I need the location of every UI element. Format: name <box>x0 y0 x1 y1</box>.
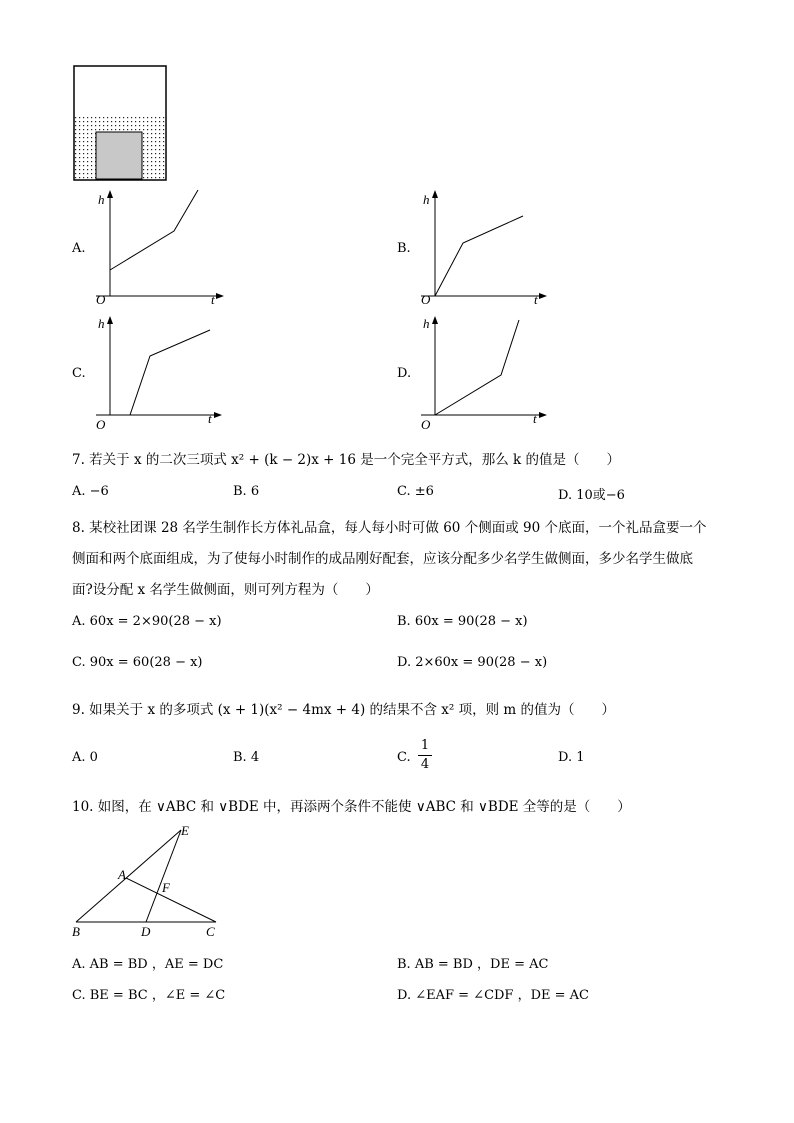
svg-text:F: F <box>162 880 170 895</box>
svg-text:h: h <box>423 316 430 331</box>
svg-text:O: O <box>96 417 106 432</box>
option-c-letter: C. <box>72 366 86 381</box>
svg-text:E: E <box>181 823 189 838</box>
q7-option-c: C. ±6 <box>397 484 434 499</box>
q10-option-a: A. AB = BD ，AE = DC <box>72 957 224 972</box>
q7-stem: 7. 若关于 x 的二次三项式 x² + (k − 2)x + 16 是一个完全平方式，那么 k 的值是（ ） <box>72 452 621 468</box>
svg-text:C: C <box>206 924 215 939</box>
option-a-letter: A. <box>72 241 86 256</box>
q10-option-c: C. BE = BC ，∠E = ∠C <box>72 988 226 1003</box>
graph-option-d <box>415 314 555 432</box>
q8-option-c: C. 90x = 60(28 − x) <box>72 655 203 670</box>
fraction-numerator: 1 <box>420 738 430 753</box>
q8-line-3: 面?设分配 x 名学生做侧面，则可列方程为（ ） <box>72 582 379 598</box>
q10-stem: 10. 如图，在 ∨ABC 和 ∨BDE 中，再添两个条件不能使 ∨ABC 和 ∨BDE 全等的是（ ） <box>72 799 631 815</box>
q9-option-c: C. <box>397 750 411 765</box>
fraction-denominator: 4 <box>418 755 432 774</box>
q8-line-2: 侧面和两个底面组成，为了使每小时制作的成品刚好配套，应该分配多少名学生做侧面，多少名学生做底 <box>72 551 693 567</box>
q9-stem: 9. 如果关于 x 的多项式 (x + 1)(x² − 4mx + 4) 的结果不含 x² 项，则 m 的值为（ ） <box>72 702 616 718</box>
svg-text:t: t <box>208 411 212 426</box>
graph-option-b <box>415 188 555 306</box>
svg-text:O: O <box>421 292 431 306</box>
q9-option-c-fraction <box>418 737 432 774</box>
svg-text:h: h <box>98 316 105 331</box>
axis-h: h <box>98 192 105 207</box>
q7-option-d: D. 10或−6 <box>558 488 625 503</box>
svg-text:t: t <box>534 292 538 306</box>
q8-option-d: D. 2×60x = 90(28 − x) <box>397 655 548 670</box>
axis-origin: O <box>96 292 106 306</box>
container-figure <box>70 64 170 184</box>
graph-option-a <box>90 188 230 306</box>
block <box>96 132 142 179</box>
svg-text:h: h <box>423 192 430 207</box>
svg-text:A: A <box>118 867 126 882</box>
q7-option-a: A. −6 <box>72 484 109 499</box>
q9-option-d: D. 1 <box>558 750 585 765</box>
q8-option-b: B. 60x = 90(28 − x) <box>397 614 528 629</box>
q9-option-a: A. 0 <box>72 750 98 765</box>
q7-option-b: B. 6 <box>233 484 260 499</box>
svg-text:B: B <box>72 924 80 939</box>
option-d-letter: D. <box>397 366 412 381</box>
svg-text:D: D <box>141 924 151 939</box>
triangle-figure <box>66 820 236 940</box>
svg-text:O: O <box>421 417 431 432</box>
q8-line-1: 8. 某校社团课 28 名学生制作长方体礼品盒，每人每小时可做 60 个侧面或 90 个底面，一个礼品盒要一个 <box>72 520 707 536</box>
option-b-letter: B. <box>397 241 411 256</box>
q8-option-a: A. 60x = 2×90(28 − x) <box>72 614 222 629</box>
axis-t: t <box>211 292 215 306</box>
svg-text:t: t <box>533 411 537 426</box>
q10-option-d: D. ∠EAF = ∠CDF ，DE = AC <box>397 988 589 1003</box>
graph-option-c <box>90 314 230 432</box>
q9-option-b: B. 4 <box>233 750 260 765</box>
q10-option-b: B. AB = BD ，DE = AC <box>397 957 549 972</box>
